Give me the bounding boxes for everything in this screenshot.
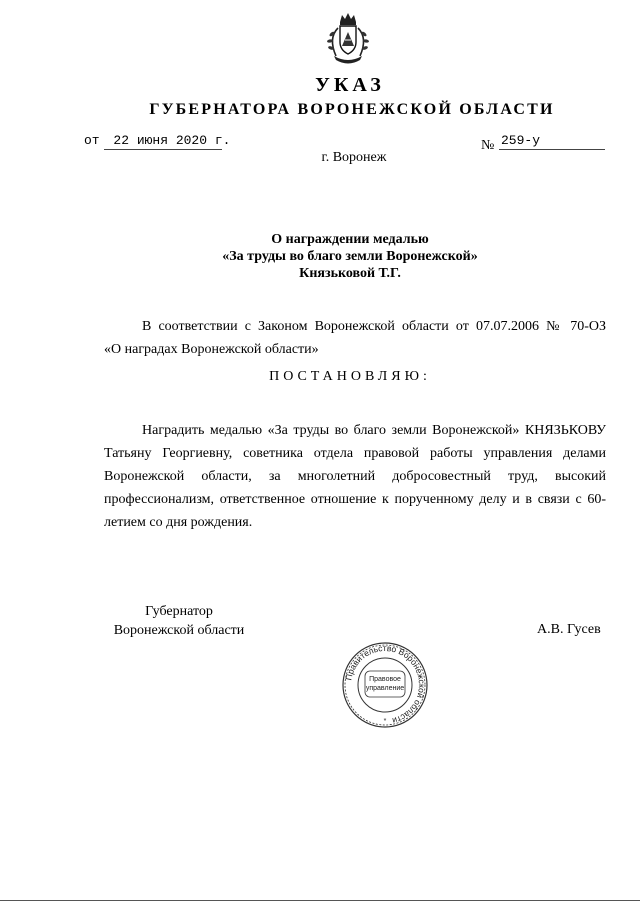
document-number: 259-у bbox=[501, 133, 541, 148]
signatory-position bbox=[104, 602, 254, 640]
legal-basis-line-2: «О наградах Воронежской области» bbox=[104, 342, 319, 357]
subject-line-1: О награждении медалью bbox=[271, 232, 429, 247]
document-type: УКАЗ bbox=[315, 74, 385, 96]
subject-line-2: «За труды во благо земли Воронежской» bbox=[222, 249, 478, 264]
position-line-1: Губернатор bbox=[145, 604, 213, 619]
stamp-ring-text: Правительство Воронежской области bbox=[343, 642, 428, 727]
signatory-name: А.В. Гусев bbox=[537, 622, 601, 637]
document-subject bbox=[30, 231, 640, 282]
date-value: 22 июня 2020 г. bbox=[113, 133, 231, 148]
page-bottom-rule bbox=[0, 900, 640, 901]
stamp-star: * bbox=[383, 718, 387, 725]
legal-basis-line-1: В соответствии с Законом Воронежской области от 07.07.2006 № 70-ОЗ bbox=[142, 319, 606, 334]
coat-of-arms-icon bbox=[318, 10, 378, 68]
svg-text:управление: управление bbox=[365, 685, 405, 692]
decree-heading: ПОСТАНОВЛЯЮ: bbox=[269, 369, 431, 384]
svg-text:Правовое: Правовое bbox=[369, 676, 401, 683]
city: г. Воронеж bbox=[321, 150, 387, 165]
official-stamp-icon bbox=[341, 641, 429, 729]
subject-line-3: Князьковой Т.Г. bbox=[299, 266, 401, 281]
date-prefix: от bbox=[84, 133, 100, 148]
award-paragraph: Наградить медалью «За труды во благо земли Воронежской» КНЯЗЬКОВУ Татьяну Георгиевну, советника отдела правовой работы управления делами Воронежской области, за многолетний добросовестный труд, высокий профессионализм, ответственное отношение к порученному делу и в связи с 60-летием со дня рождения. bbox=[104, 423, 606, 530]
position-line-2: Воронежской области bbox=[113, 623, 245, 638]
document-issuer: ГУБЕРНАТОРА ВОРОНЕЖСКОЙ ОБЛАСТИ bbox=[149, 101, 555, 118]
legal-basis bbox=[104, 315, 606, 361]
date-field bbox=[84, 133, 230, 148]
number-label: № bbox=[481, 138, 495, 153]
